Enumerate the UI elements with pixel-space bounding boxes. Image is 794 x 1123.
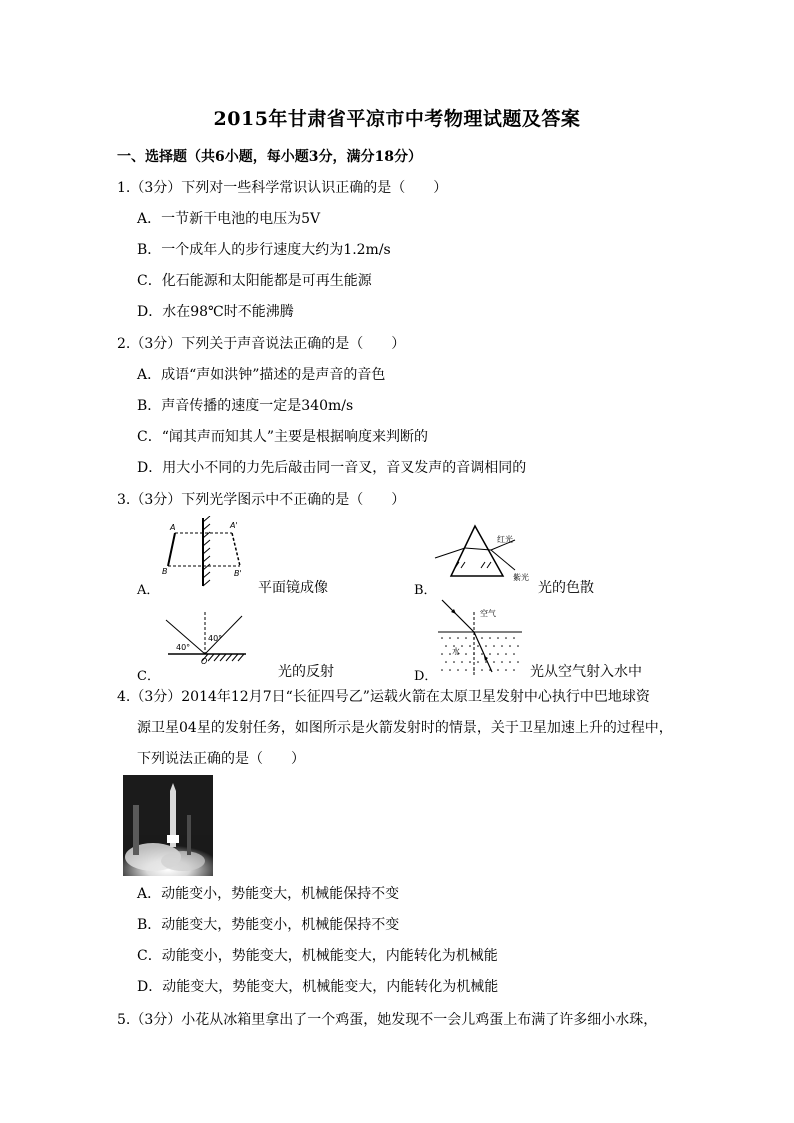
point-a-label: A	[170, 523, 176, 532]
question-1-option-b: B．一个成年人的步行速度大约为1.2m/s	[137, 242, 391, 258]
angle-left-label: 40°	[176, 643, 191, 652]
figure-reflection	[162, 608, 252, 664]
section-heading: 一、选择题（共6小题，每小题3分，满分18分）	[117, 149, 422, 165]
figure-b-letter: B．	[414, 583, 437, 598]
question-1-option-d: D．水在98℃时不能沸腾	[137, 304, 294, 320]
point-b-prime-label: B'	[234, 569, 242, 578]
angle-right-label: 40°	[208, 634, 223, 643]
rocket-launch-photo	[123, 775, 213, 876]
question-4-stem-line1: 4.（3分）2014年12月7日“长征四号乙”运载火箭在太原卫星发射中心执行中巴地球资	[117, 689, 650, 705]
figure-d-letter: D．	[414, 669, 438, 684]
question-2-stem: 2.（3分）下列关于声音说法正确的是（ ）	[117, 336, 406, 352]
figure-c-letter: C．	[137, 669, 160, 684]
question-4-stem-line2: 源卫星04星的发射任务，如图所示是火箭发射时的情景，关于卫星加速上升的过程中，	[137, 720, 673, 736]
question-1-option-c: C．化石能源和太阳能都是可再生能源	[137, 273, 372, 289]
figure-b-caption: 光的色散	[538, 580, 594, 596]
question-2-option-b: B．声音传播的速度一定是340m/s	[137, 398, 354, 414]
figure-d-caption: 光从空气射入水中	[530, 664, 642, 680]
air-label: 空气	[480, 609, 496, 618]
question-4-option-b: B．动能变大，势能变小，机械能保持不变	[137, 917, 400, 933]
violet-light-label: 紫光	[513, 573, 529, 582]
page-title: 2015年甘肃省平凉市中考物理试题及答案	[213, 108, 581, 130]
point-a-prime-label: A'	[230, 521, 238, 530]
figure-a-letter: A．	[137, 583, 160, 598]
question-4-option-a: A．动能变小，势能变大，机械能保持不变	[137, 886, 400, 902]
question-4-option-d: D．动能变大，势能变大，机械能变大，内能转化为机械能	[137, 979, 499, 995]
figure-refraction	[434, 598, 524, 680]
figure-c-caption: 光的反射	[278, 664, 334, 680]
question-2-option-c: C．“闻其声而知其人”主要是根据响度来判断的	[137, 429, 429, 445]
figure-a-caption: 平面镜成像	[258, 580, 328, 596]
question-5-stem: 5.（3分）小花从冰箱里拿出了一个鸡蛋，她发现不一会儿鸡蛋上布满了许多细小水珠，	[117, 1012, 658, 1028]
question-2-option-a: A．成语“声如洪钟”描述的是声音的音色	[137, 367, 386, 383]
water-label: 水	[452, 647, 460, 656]
question-4-stem-line3: 下列说法正确的是（ ）	[137, 751, 305, 767]
question-4-option-c: C．动能变小，势能变大，机械能变大，内能转化为机械能	[137, 948, 498, 964]
figure-plane-mirror	[160, 516, 250, 588]
question-1-option-a: A．一节新干电池的电压为5V	[137, 211, 321, 227]
question-1-stem: 1.（3分）下列对一些科学常识认识正确的是（ ）	[117, 180, 448, 196]
red-light-label: 红光	[497, 535, 513, 544]
figure-prism	[433, 518, 533, 590]
point-b-label: B	[162, 567, 168, 576]
question-2-option-d: D．用大小不同的力先后敲击同一音叉，音叉发声的音调相同的	[137, 460, 527, 476]
question-3-stem: 3.（3分）下列光学图示中不正确的是（ ）	[117, 492, 406, 508]
origin-label: O	[201, 657, 208, 664]
